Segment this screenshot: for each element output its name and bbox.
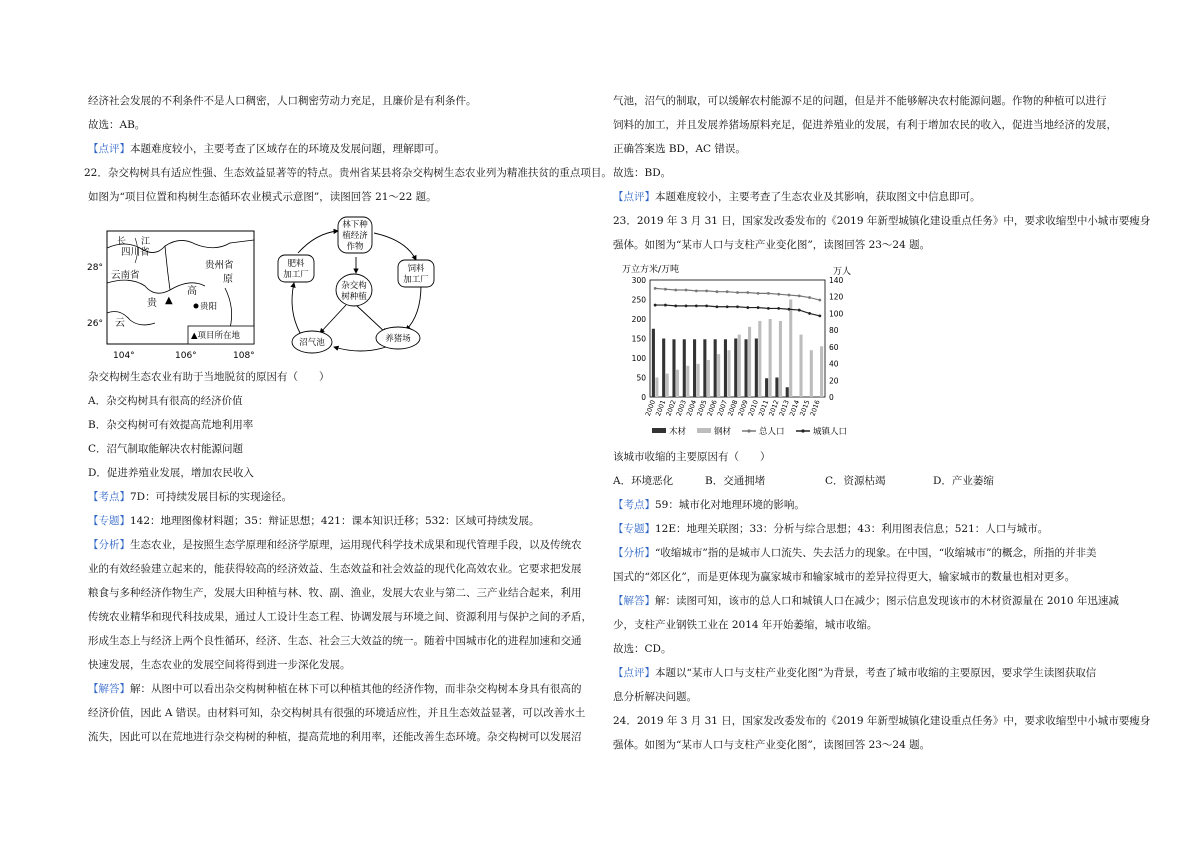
bar-木材 bbox=[745, 339, 748, 397]
x-tick-label: 2015 bbox=[798, 398, 812, 418]
bar-木材 bbox=[765, 378, 768, 397]
left-tick-label: 150 bbox=[631, 334, 646, 344]
node-biogas-pit: 沼气池 bbox=[299, 338, 325, 348]
point-城镇人口 bbox=[685, 305, 688, 308]
bar-钢材 bbox=[738, 335, 741, 397]
project-triangle-icon: ▲ bbox=[165, 295, 173, 306]
bar-钢材 bbox=[717, 354, 720, 397]
x-tick-label: 2013 bbox=[777, 398, 791, 418]
map-lon-104: 104° bbox=[113, 351, 135, 361]
question-24-line bbox=[613, 714, 1150, 728]
right-text-line bbox=[613, 142, 746, 156]
pingyu-tag: 【点评】 bbox=[88, 143, 130, 155]
point-城镇人口 bbox=[777, 307, 780, 310]
legend-label: 城镇人口 bbox=[813, 427, 848, 437]
x-tick-label: 2008 bbox=[726, 398, 740, 418]
x-tick-label: 2016 bbox=[808, 398, 822, 418]
jieda-tag: 【解答】 bbox=[613, 595, 655, 607]
bar-钢材 bbox=[779, 321, 782, 397]
legend-marker bbox=[801, 429, 804, 432]
kaodian-text: 7D：可持续发展目标的实现途径。 bbox=[130, 491, 293, 503]
bar-钢材 bbox=[727, 350, 730, 397]
text: 正确答案选 BD，AC 错误。 bbox=[613, 143, 746, 155]
jieda-text: 解：读图可知，该市的总人口和城镇人口在减少；图示信息发现该市的木材资源量在 2010 年迅速减 bbox=[655, 595, 1119, 607]
pingyu-text: 本题以“某市人口与支柱产业变化图”为背景，考查了城市收缩的主要原因，要求学生读图获取信 bbox=[655, 667, 1097, 679]
left-text-line: 故选：AB。 bbox=[88, 119, 146, 131]
pingyu-tag: 【点评】 bbox=[613, 191, 655, 203]
bar-钢材 bbox=[810, 350, 813, 397]
map-label-gao: 高 bbox=[187, 286, 197, 297]
bar-钢材 bbox=[799, 335, 802, 397]
left-text-line: 22．杂交构树具有适应性强、生态效益显著等的特点。贵州省某县将杂交构树生态农业列为精准扶贫的重点项目。 bbox=[84, 167, 612, 179]
point-总人口 bbox=[664, 288, 667, 291]
map-label-yun: 云 bbox=[115, 318, 125, 329]
right-tick-label: 0 bbox=[829, 393, 834, 402]
x-tick-label: 2004 bbox=[685, 398, 699, 418]
point-总人口 bbox=[726, 290, 729, 293]
left-text-line: 经济社会发展的不利条件不是人口稠密，人口稠密劳动力充足，且廉价是有利条件。 bbox=[88, 95, 477, 107]
left-text-line: 形成生态上与经济上两个良性循环，经济、生态、社会三大效益的统一。随着中国城市化的进程加速和交通 bbox=[88, 635, 582, 647]
question-stem bbox=[613, 450, 771, 464]
left-text-line: 如图为“项目位置和构树生态循环农业模式示意图”，读图回答 21～22 题。 bbox=[88, 191, 437, 203]
pingyu-text: 本题难度较小，主要考查了生态农业及其影响，获取图文中信息即可。 bbox=[655, 191, 981, 203]
bar-钢材 bbox=[769, 319, 772, 397]
bar-木材 bbox=[703, 339, 706, 397]
map-legend: ▲项目所在地 bbox=[191, 331, 241, 341]
bar-钢材 bbox=[820, 346, 823, 397]
point-城镇人口 bbox=[716, 305, 719, 308]
text: 气池，沼气的制取，可以缓解农村能源不足的问题，但是并不能够解决农村能源问题。作物的种植可以进行 bbox=[613, 95, 1107, 107]
kaodian-tag: 【考点】 bbox=[88, 491, 130, 503]
left-text-line: B．杂交构树可有效提高荒地利用率 bbox=[88, 419, 254, 431]
point-城镇人口 bbox=[757, 306, 760, 309]
point-总人口 bbox=[808, 296, 811, 299]
right-zhuanti-line bbox=[613, 522, 1048, 536]
map-label-chang: 长 bbox=[117, 237, 127, 247]
right-axis-label: 万人 bbox=[833, 267, 852, 277]
bar-木材 bbox=[724, 339, 727, 397]
bar-木材 bbox=[755, 339, 758, 398]
bar-钢材 bbox=[789, 300, 792, 398]
bar-木材 bbox=[775, 378, 778, 398]
point-城镇人口 bbox=[726, 305, 729, 308]
right-tick-label: 20 bbox=[829, 376, 839, 386]
left-text-line: 传统农业精华和现代科技成果，通过人工设计生态工程、协调发展与环境之间、资源利用与保护之间的矛盾， bbox=[88, 611, 592, 623]
right-pingyu-line bbox=[613, 666, 1096, 680]
map-label-sichuan: 四川省 bbox=[121, 247, 150, 258]
text: 该城市收缩的主要原因有（ ） bbox=[613, 451, 771, 463]
map-label-jiang: 江 bbox=[141, 237, 151, 247]
map-label-guiyang: 贵阳 bbox=[200, 302, 218, 312]
map-label-gui: 贵 bbox=[147, 298, 157, 309]
x-tick-label: 2014 bbox=[787, 398, 802, 418]
point-城镇人口 bbox=[664, 304, 667, 307]
x-tick-label: 2000 bbox=[643, 398, 658, 418]
right-pingyu-line bbox=[613, 190, 981, 204]
point-城镇人口 bbox=[695, 305, 698, 308]
jieda-tag: 【解答】 bbox=[88, 683, 130, 695]
text: 故选：BD。 bbox=[613, 167, 672, 179]
left-text-line: C．沼气制取能解决农村能源问题 bbox=[88, 443, 244, 455]
kaodian-tag: 【考点】 bbox=[613, 499, 655, 511]
x-tick-label: 2009 bbox=[736, 398, 750, 418]
left-axis-label: 万立方米/万吨 bbox=[622, 265, 680, 275]
bar-木材 bbox=[786, 387, 789, 397]
point-城镇人口 bbox=[674, 305, 677, 308]
option-a: A．环境恶化 bbox=[613, 475, 674, 487]
population-industry-chart bbox=[620, 262, 860, 442]
right-tick-label: 80 bbox=[829, 326, 839, 336]
left-tick-label: 50 bbox=[636, 373, 646, 383]
left-zhuanti-line bbox=[88, 514, 539, 528]
left-text-line: 流失，因此可以在荒地进行杂交构树的种植，提高荒地的利用率，还能改善生态环境。杂交构树可以发展沼 bbox=[88, 731, 582, 743]
node-pig-farm: 养猪场 bbox=[385, 334, 411, 344]
text: 23．2019 年 3 月 31 日，国家发改委发布的《2019 年新型城镇化建设重点任务》中，要求收缩型中小城市要瘦身 bbox=[613, 215, 1151, 227]
left-fenxi-line bbox=[88, 538, 582, 552]
text: 饲料的加工，并且发展养猪场原料充足，促进养殖业的发展，有利于增加农民的收入，促进当地经济的发展， bbox=[613, 119, 1117, 131]
x-tick-label: 2007 bbox=[715, 398, 730, 418]
right-fenxi-line bbox=[613, 546, 1096, 560]
map-label-yunnan: 云南省 bbox=[111, 270, 140, 281]
node-fertilizer-factory: 肥料加工厂 bbox=[283, 259, 309, 280]
left-pingyu-line bbox=[88, 142, 445, 156]
line-总人口 bbox=[655, 288, 820, 300]
bar-钢材 bbox=[697, 364, 700, 397]
fenxi-tag: 【分析】 bbox=[613, 547, 655, 559]
node-feed-factory: 饲料加工厂 bbox=[403, 264, 429, 285]
right-jieda-line bbox=[613, 594, 1119, 608]
legend-label: 总人口 bbox=[759, 427, 785, 437]
fenxi-text: 生态农业，是按照生态学原理和经济学原理，运用现代科学技术成果和现代管理手段，以及传统农 bbox=[130, 539, 582, 551]
x-tick-label: 2011 bbox=[757, 398, 771, 418]
left-jieda-line bbox=[88, 682, 582, 696]
point-城镇人口 bbox=[767, 307, 770, 310]
map-lat-28: 28° bbox=[87, 263, 103, 273]
fenxi-tag: 【分析】 bbox=[88, 539, 130, 551]
legend-swatch bbox=[697, 428, 711, 433]
fenxi-text: “收缩城市”指的是城市人口流失、失去活力的现象。在中国，“收缩城市”的概念，所指的并非美 bbox=[655, 547, 1097, 559]
point-总人口 bbox=[777, 293, 780, 296]
point-城镇人口 bbox=[808, 312, 811, 315]
point-总人口 bbox=[695, 289, 698, 292]
right-tick-label: 40 bbox=[829, 359, 839, 369]
x-tick-label: 2010 bbox=[746, 398, 760, 418]
bar-木材 bbox=[714, 339, 717, 397]
map-label-guizhou: 贵州省 bbox=[205, 260, 234, 271]
x-tick-label: 2002 bbox=[664, 398, 678, 418]
left-text-line: 经济价值，因此 A 错误。由材料可知，杂交构树具有很强的环境适应性，并且生态效益显著，可以改善水土 bbox=[88, 707, 586, 719]
left-kaodian-line bbox=[88, 490, 292, 504]
location-map bbox=[87, 228, 265, 368]
point-总人口 bbox=[705, 289, 708, 292]
right-text-line bbox=[613, 618, 877, 632]
point-总人口 bbox=[767, 292, 770, 295]
pingyu-text: 息分析解决问题。 bbox=[613, 691, 697, 703]
x-tick-label: 2005 bbox=[695, 398, 709, 418]
text: 24．2019 年 3 月 31 日，国家发改委发布的《2019 年新型城镇化建设重点任务》中，要求收缩型中小城市要瘦身 bbox=[613, 715, 1151, 727]
point-城镇人口 bbox=[788, 308, 791, 311]
bar-木材 bbox=[734, 339, 737, 398]
left-tick-label: 300 bbox=[631, 276, 646, 285]
left-text-line: 快速发展，生态农业的发展空间将得到进一步深化发展。 bbox=[88, 659, 351, 671]
x-tick-label: 2003 bbox=[674, 398, 688, 418]
zhuanti-tag: 【专题】 bbox=[88, 515, 130, 527]
bar-木材 bbox=[683, 339, 686, 397]
map-label-yuan: 原 bbox=[223, 274, 233, 285]
left-tick-label: 0 bbox=[641, 393, 646, 402]
point-城镇人口 bbox=[818, 315, 821, 318]
x-tick-label: 2001 bbox=[654, 398, 668, 418]
bar-钢材 bbox=[676, 370, 679, 397]
right-kaodian-line bbox=[613, 498, 805, 512]
point-总人口 bbox=[818, 299, 821, 302]
x-tick-label: 2012 bbox=[767, 398, 781, 418]
bar-钢材 bbox=[748, 327, 751, 397]
bar-木材 bbox=[662, 339, 665, 398]
question-24-line bbox=[613, 738, 930, 752]
bar-钢材 bbox=[707, 360, 710, 397]
map-lon-108: 108° bbox=[233, 351, 255, 361]
right-tick-label: 120 bbox=[829, 292, 844, 302]
right-text-line bbox=[613, 166, 671, 180]
right-text-line bbox=[613, 118, 1117, 132]
pingyu-text: 本题难度较小，主要考查了区域存在的环境及发展问题，理解即可。 bbox=[130, 143, 445, 155]
map-lat-26: 26° bbox=[87, 319, 103, 329]
point-城镇人口 bbox=[705, 305, 708, 308]
point-总人口 bbox=[685, 289, 688, 292]
left-text-line: A．杂交构树具有很高的经济价值 bbox=[88, 395, 243, 407]
node-mulberry-planting: 杂交构树种植 bbox=[341, 281, 367, 302]
text: 强体。如图为“某市人口与支柱产业变化图”，读图回答 23～24 题。 bbox=[613, 739, 931, 751]
option-b: B．交通拥堵 bbox=[705, 475, 766, 487]
bar-钢材 bbox=[686, 366, 689, 397]
zhuanti-text: 12E：地理关联图；33：分析与综合思想；43：利用图表信息；521：人口与城市。 bbox=[655, 523, 1049, 535]
left-tick-label: 100 bbox=[631, 354, 646, 363]
bar-木材 bbox=[672, 339, 675, 397]
right-text-line bbox=[613, 570, 1075, 584]
zhuanti-tag: 【专题】 bbox=[613, 523, 655, 535]
bar-钢材 bbox=[758, 321, 761, 397]
point-总人口 bbox=[736, 291, 739, 294]
point-总人口 bbox=[654, 287, 657, 290]
right-text-line bbox=[613, 642, 671, 656]
point-总人口 bbox=[716, 290, 719, 293]
point-总人口 bbox=[746, 291, 749, 294]
guiyang-dot-icon bbox=[194, 304, 199, 309]
option-c: C．资源枯竭 bbox=[825, 475, 886, 487]
point-城镇人口 bbox=[736, 305, 739, 308]
map-lon-106: 106° bbox=[175, 351, 197, 361]
option-d: D．产业萎缩 bbox=[933, 475, 994, 487]
eco-cycle-diagram bbox=[276, 215, 446, 363]
pingyu-tag: 【点评】 bbox=[613, 667, 655, 679]
question-23-line bbox=[613, 214, 1150, 228]
left-text-line: 业的有效经验建立起来的，能获得较高的经济效益、生态效益和社会效益的现代化高效农业。它要求把发展 bbox=[88, 563, 582, 575]
point-总人口 bbox=[788, 294, 791, 297]
bar-钢材 bbox=[655, 378, 658, 398]
zhuanti-text: 142：地理图像材料题；35：辩证思想；421：课本知识迁移；532：区域可持续发展。 bbox=[130, 515, 540, 527]
right-tick-label: 100 bbox=[829, 309, 844, 319]
jieda-text: 少，支柱产业钢铁工业在 2014 年开始萎缩，城市收缩。 bbox=[613, 619, 878, 631]
question-23-line bbox=[613, 238, 930, 252]
text: 强体。如图为“某市人口与支柱产业变化图”，读图回答 23～24 题。 bbox=[613, 239, 931, 251]
legend-swatch bbox=[652, 428, 666, 433]
right-tick-label: 60 bbox=[829, 342, 839, 352]
left-text-line: D．促进养殖业发展，增加农民收入 bbox=[88, 467, 254, 479]
bar-木材 bbox=[693, 339, 696, 397]
legend-marker bbox=[747, 429, 750, 432]
point-总人口 bbox=[674, 289, 677, 292]
kaodian-text: 59：城市化对地理环境的影响。 bbox=[655, 499, 805, 511]
left-text-line: 杂交构树生态农业有助于当地脱贫的原因有（ ） bbox=[88, 371, 330, 383]
point-城镇人口 bbox=[798, 309, 801, 312]
right-tick-label: 140 bbox=[829, 276, 844, 285]
right-text-line bbox=[613, 94, 1107, 108]
jieda-text: 解：从图中可以看出杂交构树种植在林下可以种植其他的经济作物，而非杂交构树本身具有很高的 bbox=[130, 683, 582, 695]
point-总人口 bbox=[757, 292, 760, 295]
bar-钢材 bbox=[666, 374, 669, 397]
left-text-line: 粮食与多种经济作物生产，发展大田种植与林、牧、副、渔业，发展大农业与第二、三产业结合起来，利用 bbox=[88, 587, 582, 599]
text: 故选：CD。 bbox=[613, 643, 672, 655]
point-城镇人口 bbox=[746, 306, 749, 309]
left-tick-label: 200 bbox=[631, 315, 646, 324]
point-总人口 bbox=[798, 294, 801, 297]
point-城镇人口 bbox=[654, 304, 657, 307]
node-forest-crops: 林下种植经济作物 bbox=[342, 220, 368, 252]
left-tick-label: 250 bbox=[631, 295, 646, 305]
legend-label: 钢材 bbox=[714, 427, 732, 437]
right-text-line bbox=[613, 690, 697, 704]
legend-label: 木材 bbox=[669, 427, 687, 437]
bar-木材 bbox=[652, 329, 655, 397]
x-tick-label: 2006 bbox=[705, 398, 719, 418]
fenxi-text: 国式的“郊区化”，而是更体现为赢家城市和输家城市的差异拉得更大，输家城市的数量也相对更多。 bbox=[613, 571, 1076, 583]
